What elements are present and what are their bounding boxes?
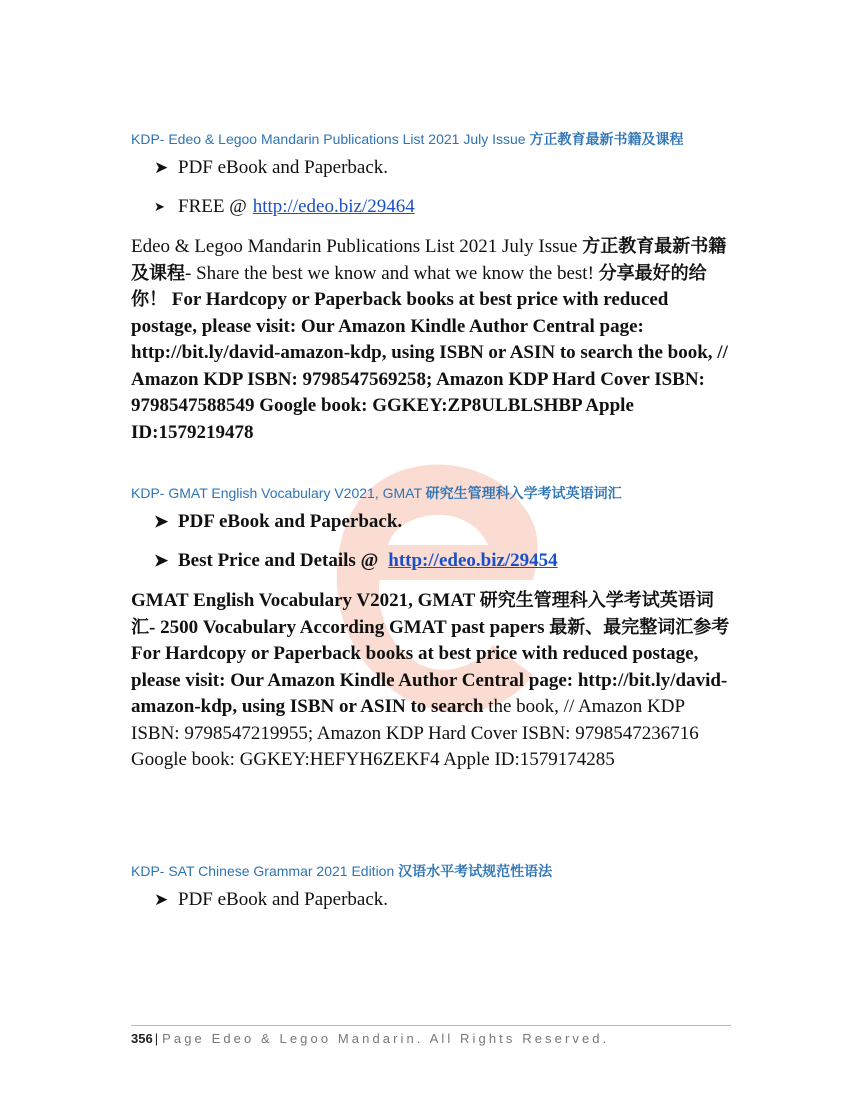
list-item xyxy=(154,888,731,912)
para-text: the book, // Amazon KDP ISBN: 9798547219955; Amazon KDP Hard Cover ISBN: 9798547236716 Google book: GGKEY:HEFYH6ZEKF4 Apple ID:1579174285 xyxy=(131,696,699,770)
bullet-list xyxy=(131,510,731,573)
para-title: Edeo & Legoo Mandarin Publications List 2021 July Issue xyxy=(131,236,583,257)
bullet-list xyxy=(131,156,731,219)
para-text: - Share the best we know and what we know the best! xyxy=(185,262,599,284)
arrow-bullet-icon: ➤ xyxy=(154,889,169,909)
para-cjk-text: 分享最好的给你！ xyxy=(131,262,707,310)
description-paragraph xyxy=(131,234,731,446)
heading-text: KDP- SAT Chinese Grammar 2021 Edition xyxy=(131,862,399,879)
bullet-text: Best Price and Details @ xyxy=(178,550,379,571)
description-paragraph xyxy=(131,588,731,774)
list-item xyxy=(154,549,731,573)
bullet-list xyxy=(131,888,731,912)
bullet-text: PDF eBook and Paperback. xyxy=(178,888,389,910)
page-number: 356 xyxy=(131,1031,153,1046)
heading-text: KDP- GMAT English Vocabulary V2021, GMAT xyxy=(131,485,426,501)
arrow-bullet-icon: ➤ xyxy=(154,199,165,214)
bullet-text: FREE @ xyxy=(178,196,247,217)
section-heading xyxy=(131,128,731,150)
heading-cjk-text: 汉语水平考试规范性语法 xyxy=(398,862,553,879)
list-item xyxy=(154,510,731,534)
heading-text: KDP- Edeo & Legoo Mandarin Publications List 2021 July Issue xyxy=(131,131,530,147)
page-content xyxy=(131,128,731,927)
page-footer xyxy=(131,1025,731,1046)
list-item xyxy=(154,156,731,180)
para-cjk-text: 最新、最完整词汇参考 xyxy=(549,616,730,638)
bullet-text: PDF eBook and Paperback. xyxy=(178,511,403,532)
para-title-cjk: 研究生管理科入学考试英语词汇 xyxy=(131,590,714,638)
para-title-cjk: 方正教育最新书籍及课程 xyxy=(131,236,727,284)
arrow-bullet-icon: ➤ xyxy=(154,158,169,177)
footer-text: Page Edeo & Legoo Mandarin. All Rights Reserved. xyxy=(162,1031,610,1046)
bullet-text: PDF eBook and Paperback. xyxy=(178,157,389,178)
arrow-bullet-icon: ➤ xyxy=(154,551,169,570)
section-heading xyxy=(131,482,731,504)
footer-separator: | xyxy=(154,1031,159,1046)
arrow-bullet-icon: ➤ xyxy=(154,512,169,531)
para-title: GMAT English Vocabulary V2021, GMAT xyxy=(131,590,480,611)
section-heading xyxy=(131,860,731,882)
heading-cjk-text: 研究生管理科入学考试英语词汇 xyxy=(425,485,622,501)
heading-cjk-text: 方正教育最新书籍及课程 xyxy=(529,131,684,147)
para-text: - 2500 Vocabulary According GMAT past papers xyxy=(149,616,550,638)
book-link[interactable]: http://edeo.biz/29464 xyxy=(252,196,415,217)
book-link[interactable]: http://edeo.biz/29454 xyxy=(388,550,558,571)
para-text: For Hardcopy or Paperback books at best price with reduced postage, please visit: Our Amazon Kindle Author Central page: http://bit.ly/david-amazon-kdp, using ISBN or ASIN to search xyxy=(131,643,728,717)
para-text: For Hardcopy or Paperback books at best price with reduced postage, please visit: Our Amazon Kindle Author Central page: http://bit.ly/david-amazon-kdp, using ISBN or ASIN to search the book, // Amazon KDP ISBN: 9798547569258; Amazon KDP Hard Cover ISBN: 9798547588549 Google book: GGKEY:ZP8ULBLSHBP Apple ID:1579219478 xyxy=(131,289,728,443)
list-item xyxy=(154,195,731,219)
